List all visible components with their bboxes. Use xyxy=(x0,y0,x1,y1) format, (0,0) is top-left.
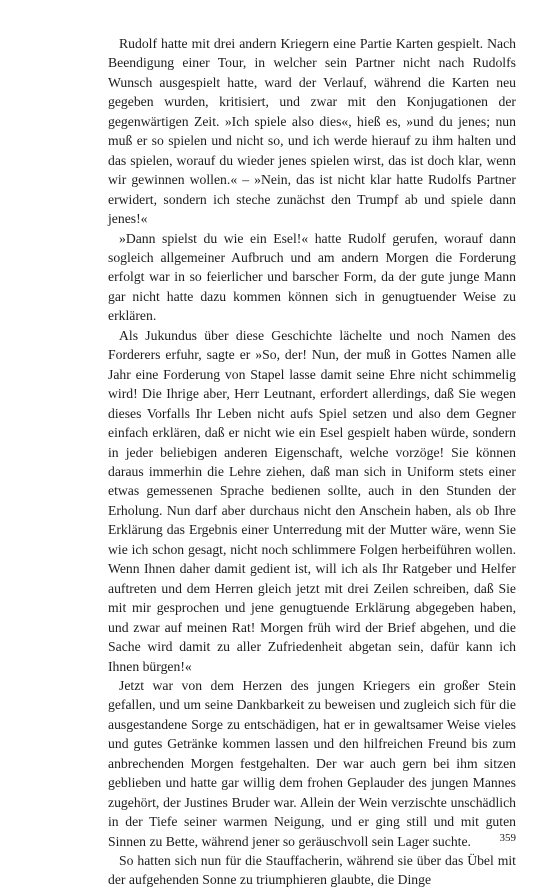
paragraph: Rudolf hatte mit drei andern Kriegern eine Partie Karten gespielt. Nach Beendigung einer Tour, in welcher sein Partner nicht nach Rudolfs Wunsch ausgespielt hatte, ward der Verlauf, während die Karten neu gegeben wurden, kritisiert, und zwar mit den Konjugationen der gegenwärtigen Zeit. »Ich spiele also dies«, hieß es, »und du jenes; nun muß er so spielen und nicht so, und ich werde hierauf zu ihm halten und das spielen, worauf du wieder jenes spielen wirst, das ist doch klar, wenn wir gewinnen wollen.« – »Nein, das ist nicht klar hatte Rudolfs Partner erwidert, sondern ich steche zunächst den Trumpf ab und spiele dann jenes!« xyxy=(108,36,516,227)
paragraph: Jetzt war von dem Herzen des jungen Kriegers ein großer Stein gefallen, und um seine Dankbarkeit zu beweisen und zugleich sich für die ausgestandene Sorge zu entschädigen, hat er in gewaltsamer Weise vieles und gutes Getränke kommen lassen und den hilfreichen Freund bis zum anbrechenden Morgen festgehalten. Der war auch gern bei ihm sitzen geblieben und hatte gar willig dem frohen Geplauder des jungen Mannes zugehört, der Justines Bruder war. Allein der Wein verzischte unschädlich in der Tiefe seiner warmen Neigung, und er ging still und mit guten Sinnen zu Bette, während jener so geräuschvoll sein Lager suchte. xyxy=(108,677,516,849)
body-text xyxy=(108,34,516,890)
paragraph: »Dann spielst du wie ein Esel!« hatte Rudolf gerufen, worauf dann sogleich allgemeiner Aufbruch und am andern Morgen die Forderung erfolgt war in so feierlicher und barscher Form, da der gute junge Mann gar nicht hatte dazu kommen können sich in genugtuender Weise zu erklären. xyxy=(108,230,516,324)
page-number: 359 xyxy=(499,832,516,844)
paragraph: Als Jukundus über diese Geschichte lächelte und noch Namen des Forderers erfuhr, sagte er »So, der! Nun, der muß in Gottes Namen alle Jahr eine Forderung von Stapel lasse damit seine Ehre nicht schimmelig wird! Die Ihrige aber, Herr Leutnant, erfordert allerdings, daß Sie wegen dieses Vorfalls Ihr Leben nicht aufs Spiel setzen und also dem Gegner einfach erklären, daß er nicht wie ein Esel gespielt haben würde, sondern in jeder beliebigen anderen Eigenschaft, welche vorzöge! Sie können daraus immerhin die Lehre ziehen, daß man sich in Uniform stets einer etwas gemessenen Sprache bedienen sollte, auch in den Stunden der Erholung. Nun darf aber durchaus nicht den Anschein haben, als ob Ihre Erklärung das Ergebnis einer Unterredung mit der Mutter wäre, wenn Sie wie ich schon gesagt, nicht noch schlimmere Folgen herbeiführen wollen. Wenn Ihnen daher damit gedient ist, will ich als Ihr Ratgeber und Helfer auftreten und dem Herren gleich jetzt mit drei Zeilen schreiben, daß Sie mit mir gesprochen und jene genugtuende Erklärung abgegeben haben, und zwar auf meinen Rat! Morgen früh wird der Brief abgehen, und die Sache wird damit zu aller Zufriedenheit abgetan sein, dafür kann ich Ihnen bürgen!« xyxy=(108,327,516,674)
paragraph: So hatten sich nun für die Stauffacherin, während sie über das Übel mit der aufgehenden Sonne zu triumphieren glaubte, die Dinge xyxy=(108,853,516,888)
